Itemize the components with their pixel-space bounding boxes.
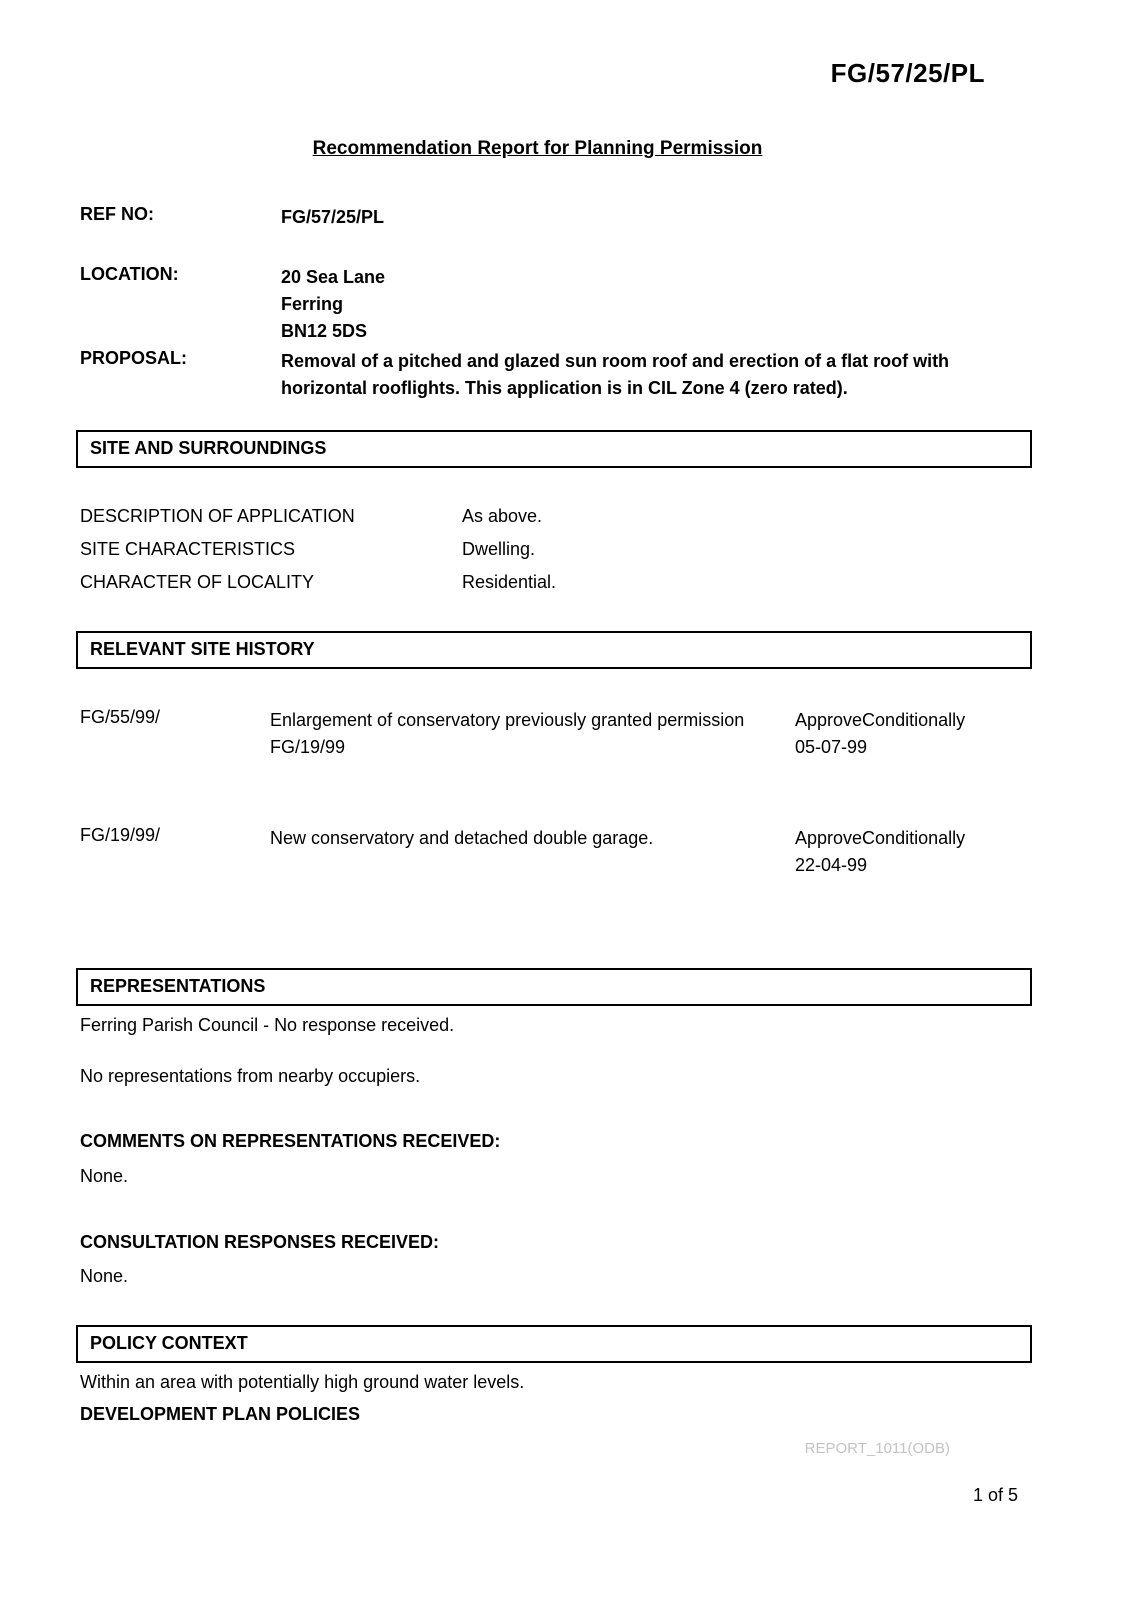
- comments-on-representations-heading: COMMENTS ON REPRESENTATIONS RECEIVED:: [80, 1131, 501, 1151]
- kv-label: SITE CHARACTERISTICS: [80, 539, 296, 559]
- consultation-responses-heading: CONSULTATION RESPONSES RECEIVED:: [80, 1232, 440, 1252]
- doc-title-wrap: [0, 138, 1075, 160]
- doc-title: Recommendation Report for Planning Permission: [312, 138, 763, 159]
- meta-proposal-row: [80, 348, 1033, 404]
- ref-no-value: FG/57/25/PL: [281, 207, 385, 227]
- representations-paragraph: Ferring Parish Council - No response received.: [80, 1015, 455, 1035]
- history-decision-date: 05-07-99: [795, 737, 868, 757]
- location-line: BN12 5DS: [281, 321, 368, 341]
- location-label: LOCATION:: [80, 264, 179, 284]
- location-line: 20 Sea Lane: [281, 267, 386, 287]
- history-decision-type: ApproveConditionally: [795, 710, 966, 730]
- kv-label: DESCRIPTION OF APPLICATION: [80, 506, 355, 526]
- history-decision: [795, 825, 1045, 879]
- site-surroundings-rows: [80, 506, 1033, 605]
- ref-no-label: REF NO:: [80, 204, 154, 224]
- kv-row-site-characteristics: [80, 539, 1033, 572]
- meta-location-row: [80, 264, 1033, 348]
- kv-value: Residential.: [462, 572, 557, 592]
- policy-context-paragraph: Within an area with potentially high ground water levels.: [80, 1372, 525, 1392]
- comments-on-representations-value: None.: [80, 1166, 129, 1186]
- kv-row-character-of-locality: [80, 572, 1033, 605]
- section-heading-relevant-site-history: RELEVANT SITE HISTORY: [76, 631, 1032, 669]
- page-number: 1 of 5: [972, 1485, 1018, 1505]
- proposal-value: Removal of a pitched and glazed sun room roof and erection of a flat roof with horizontal rooflights. This application is in CIL Zone 4 (zero rated).: [281, 351, 950, 398]
- history-decision: [795, 707, 1045, 761]
- development-plan-policies-heading: DEVELOPMENT PLAN POLICIES: [80, 1404, 361, 1424]
- section-heading-site-and-surroundings: SITE AND SURROUNDINGS: [76, 430, 1032, 468]
- location-value: [281, 264, 1033, 345]
- section-heading-representations: REPRESENTATIONS: [76, 968, 1032, 1006]
- history-decision-date: 22-04-99: [795, 855, 868, 875]
- section-heading-policy-context: POLICY CONTEXT: [76, 1325, 1032, 1363]
- kv-value: As above.: [462, 506, 543, 526]
- kv-label: CHARACTER OF LOCALITY: [80, 572, 315, 592]
- meta-ref-row: [80, 204, 1033, 228]
- history-decision-type: ApproveConditionally: [795, 828, 966, 848]
- kv-row-description-of-application: [80, 506, 1033, 539]
- history-ref: FG/19/99/: [80, 825, 161, 845]
- location-line: Ferring: [281, 294, 344, 314]
- doc-ref-header: FG/57/25/PL: [830, 58, 985, 88]
- proposal-label: PROPOSAL:: [80, 348, 188, 368]
- history-description: Enlargement of conservatory previously granted permission FG/19/99: [270, 710, 745, 757]
- history-ref: FG/55/99/: [80, 707, 161, 727]
- consultation-responses-value: None.: [80, 1266, 129, 1286]
- representations-paragraph: No representations from nearby occupiers.: [80, 1066, 421, 1086]
- history-description: New conservatory and detached double garage.: [270, 828, 654, 848]
- report-template-code: REPORT_1011(ODB): [804, 1440, 950, 1457]
- kv-value: Dwelling.: [462, 539, 536, 559]
